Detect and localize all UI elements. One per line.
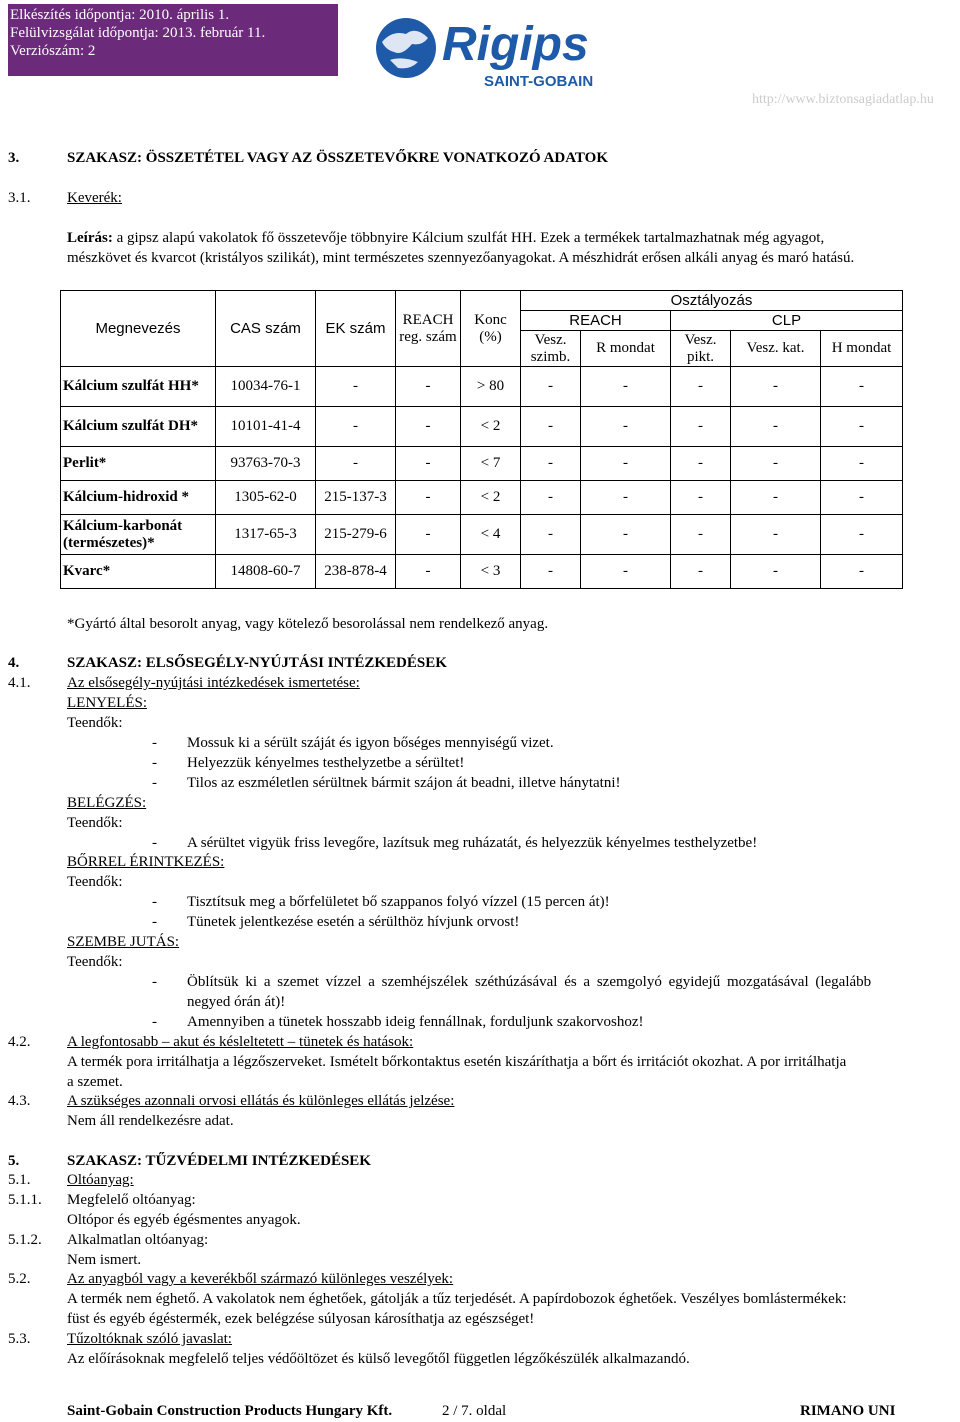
szembe-item-1a: Öblítsük ki a szemet vízzel a szemhéjszélek széthúzásával és a szemgolyó egyidejű mozgatásával (legalább (187, 974, 872, 990)
cell-name: Kálcium szulfát DH* (61, 407, 216, 447)
section51-num: 5.1. (8, 1172, 31, 1188)
cell-r: - (581, 481, 671, 515)
section5-num: 5. (8, 1153, 20, 1169)
section511-line1: Oltópor és egyéb égésmentes anyagok. (67, 1212, 301, 1228)
cell-pikt: - (671, 481, 731, 515)
header-version: Verziószám: 2 (10, 43, 96, 59)
list-item: - (152, 755, 157, 771)
section4-num: 4. (8, 655, 20, 671)
cell-kat: - (731, 481, 821, 515)
description-line2: mészkövet és kvarcot (kristályos szilikát), mint természetes szennyezőanyagokat. A mészhidrát erősen alkáli anyag és maró hatású. (67, 250, 855, 266)
th-name: Megnevezés (61, 291, 216, 367)
cell-name: Kálcium-hidroxid * (61, 481, 216, 515)
cell-reg: - (396, 555, 461, 589)
teendok-label: Teendők: (67, 874, 123, 890)
section52-num: 5.2. (8, 1271, 31, 1287)
lenyeles-item-1: Mossuk ki a sérült száját és igyon bőséges mennyiségű vizet. (187, 735, 554, 751)
teendok-label: Teendők: (67, 954, 123, 970)
th-vesz-szimb: Vesz. szimb. (521, 331, 581, 367)
cell-h: - (821, 367, 903, 407)
szembe-item-2: Amennyiben a tünetek hosszabb ideig fennállnak, forduljunk szakorvoshoz! (187, 1014, 644, 1030)
section52-line2: füst és egyéb égéstermék, ezek belégzése súlyosan károsíthatja az egészséget! (67, 1311, 535, 1327)
description-label: Leírás: (67, 230, 113, 246)
section4-title: SZAKASZ: ELSŐSEGÉLY-NYÚJTÁSI INTÉZKEDÉSEK (67, 655, 447, 671)
section53-title: Tűzoltóknak szóló javaslat: (67, 1331, 232, 1347)
teendok-label: Teendők: (67, 815, 123, 831)
section52-title: Az anyagból vagy a keverékből származó különleges veszélyek: (67, 1271, 454, 1287)
cell-cas: 14808-60-7 (216, 555, 316, 589)
cell-r: - (581, 447, 671, 481)
section31-title: Keverék: (67, 190, 122, 206)
section3-title: SZAKASZ: ÖSSZETÉTEL VAGY AZ ÖSSZETEVŐKRE VONATKOZÓ ADATOK (67, 150, 608, 166)
section41-title: Az elsősegély-nyújtási intézkedések ismertetése: (67, 675, 360, 691)
cell-kat: - (731, 555, 821, 589)
cell-szimb: - (521, 407, 581, 447)
section43-title: A szükséges azonnali orvosi ellátás és különleges ellátás jelzése: (67, 1093, 455, 1109)
cell-h: - (821, 407, 903, 447)
cell-h: - (821, 447, 903, 481)
section52-line1: A termék nem éghető. A vakolatok nem éghetőek, gátolják a tűz terjedését. A papírdobozok éghetőek. Veszélyes bomlástermékek: (67, 1291, 847, 1307)
footer-product: RIMANO UNI (800, 1403, 896, 1419)
description-text1: a gipsz alapú vakolatok fő összetevője többnyire Kálcium szulfát HH. Ezek a termékek tartalmazhatnak még agyagot, (112, 230, 825, 246)
list-item: - (152, 914, 157, 930)
th-cas: CAS szám (216, 291, 316, 367)
cell-kat: - (731, 515, 821, 555)
cell-cas: 10101-41-4 (216, 407, 316, 447)
th-konc: Konc (%) (461, 291, 521, 367)
cell-szimb: - (521, 367, 581, 407)
lenyeles-item-2: Helyezzük kényelmes testhelyzetbe a sérültet! (187, 755, 465, 771)
list-item: - (152, 974, 157, 990)
borrel-heading: BŐRREL ÉRINTKEZÉS: (67, 854, 225, 870)
cell-reg: - (396, 515, 461, 555)
cell-pikt: - (671, 407, 731, 447)
cell-konc: < 2 (461, 481, 521, 515)
cell-reg: - (396, 481, 461, 515)
cell-kat: - (731, 447, 821, 481)
section31-num: 3.1. (8, 190, 31, 206)
footer-page: 2 / 7. oldal (442, 1403, 507, 1419)
list-item: - (152, 1014, 157, 1030)
cell-konc: < 3 (461, 555, 521, 589)
lenyeles-item-3: Tilos az eszméletlen sérültnek bármit szájon át beadni, illetve hánytatni! (187, 775, 621, 791)
cell-h: - (821, 515, 903, 555)
composition-table (60, 290, 903, 589)
list-item: - (152, 835, 157, 851)
table-footnote: *Gyártó által besorolt anyag, vagy kötelező besorolással nem rendelkező anyag. (67, 616, 549, 632)
cell-szimb: - (521, 515, 581, 555)
section53-line1: Az előírásoknak megfelelő teljes védőöltözet és külső levegőtől független légzőkészülék alkalmazandó. (67, 1351, 690, 1367)
cell-pikt: - (671, 447, 731, 481)
cell-konc: < 4 (461, 515, 521, 555)
cell-kat: - (731, 407, 821, 447)
table-row (61, 481, 903, 515)
list-item: - (152, 775, 157, 791)
header-info-box (8, 4, 338, 76)
th-reach: REACH (521, 311, 671, 331)
cell-r: - (581, 515, 671, 555)
cell-reg: - (396, 367, 461, 407)
section51-title: Oltóanyag: (67, 1172, 134, 1188)
th-vesz-kat: Vesz. kat. (731, 331, 821, 367)
section5-title: SZAKASZ: TŰZVÉDELMI INTÉZKEDÉSEK (67, 1153, 371, 1169)
cell-r: - (581, 407, 671, 447)
cell-szimb: - (521, 555, 581, 589)
cell-szimb: - (521, 447, 581, 481)
teendok-label: Teendők: (67, 715, 123, 731)
section511-title: Megfelelő oltóanyag: (67, 1192, 196, 1208)
list-item: - (152, 894, 157, 910)
section42-line1: A termék pora irritálhatja a légzőszerveket. Ismételt bőrkontaktus esetén kiszáríthatja a bőrt és irritációt okozhat. A por irritálhatja (67, 1054, 847, 1070)
cell-r: - (581, 367, 671, 407)
section43-line1: Nem áll rendelkezésre adat. (67, 1113, 234, 1129)
section512-num: 5.1.2. (8, 1232, 42, 1248)
cell-ek: 215-137-3 (316, 481, 396, 515)
cell-ek: - (316, 367, 396, 407)
section53-num: 5.3. (8, 1331, 31, 1347)
cell-name: Kvarc* (61, 555, 216, 589)
cell-reg: - (396, 407, 461, 447)
th-ek: EK szám (316, 291, 396, 367)
th-r-mondat: R mondat (581, 331, 671, 367)
belegzes-item-1: A sérültet vigyük friss levegőre, lazítsuk meg ruházatát, és helyezzük kényelmes testhelyzetbe! (187, 835, 758, 851)
th-clp: CLP (671, 311, 903, 331)
th-h-mondat: H mondat (821, 331, 903, 367)
section42-line2: a szemet. (67, 1074, 123, 1090)
szembe-heading: SZEMBE JUTÁS: (67, 934, 180, 950)
cell-pikt: - (671, 515, 731, 555)
rigips-logo (372, 12, 602, 94)
cell-pikt: - (671, 367, 731, 407)
website-url[interactable]: http://www.biztonsagiadatlap.hu (752, 92, 934, 107)
cell-szimb: - (521, 481, 581, 515)
section41-num: 4.1. (8, 675, 31, 691)
cell-ek: 238-878-4 (316, 555, 396, 589)
logo-subtext: SAINT-GOBAIN (484, 73, 594, 90)
th-reach-reg: REACH reg. szám (396, 291, 461, 367)
table-row (61, 407, 903, 447)
table-row (61, 515, 903, 555)
footer-company: Saint-Gobain Construction Products Hungary Kft. (67, 1403, 393, 1419)
cell-konc: < 2 (461, 407, 521, 447)
section42-num: 4.2. (8, 1034, 31, 1050)
cell-konc: < 7 (461, 447, 521, 481)
cell-konc: > 80 (461, 367, 521, 407)
description-line1 (67, 230, 824, 247)
belegzes-heading: BELÉGZÉS: (67, 795, 147, 811)
section3-num: 3. (8, 150, 20, 166)
cell-cas: 93763-70-3 (216, 447, 316, 481)
logo-text: Rigips (442, 18, 589, 71)
header-created: Elkészítés időpontja: 2010. április 1. (10, 7, 230, 23)
section511-num: 5.1.1. (8, 1192, 42, 1208)
cell-pikt: - (671, 555, 731, 589)
th-vesz-pikt: Vesz. pikt. (671, 331, 731, 367)
cell-reg: - (396, 447, 461, 481)
szembe-item-1b: negyed órán át)! (187, 994, 286, 1010)
list-item: - (152, 735, 157, 751)
lenyeles-heading: LENYELÉS: (67, 695, 147, 711)
header-revised: Felülvizsgálat időpontja: 2013. február 11. (10, 25, 266, 41)
cell-ek: - (316, 447, 396, 481)
cell-name: Kálcium-karbonát (természetes)* (61, 515, 216, 555)
cell-cas: 10034-76-1 (216, 367, 316, 407)
cell-r: - (581, 555, 671, 589)
section43-num: 4.3. (8, 1093, 31, 1109)
cell-h: - (821, 481, 903, 515)
section512-line1: Nem ismert. (67, 1252, 142, 1268)
cell-kat: - (731, 367, 821, 407)
borrel-item-2: Tünetek jelentkezése esetén a sérülthöz hívjunk orvost! (187, 914, 520, 930)
cell-cas: 1305-62-0 (216, 481, 316, 515)
section512-title: Alkalmatlan oltóanyag: (67, 1232, 209, 1248)
table-row (61, 555, 903, 589)
cell-ek: 215-279-6 (316, 515, 396, 555)
table-row (61, 447, 903, 481)
th-osztalyozas: Osztályozás (521, 291, 903, 311)
table-row (61, 367, 903, 407)
cell-ek: - (316, 407, 396, 447)
section42-title: A legfontosabb – akut és késleltetett – tünetek és hatások: (67, 1034, 414, 1050)
cell-name: Kálcium szulfát HH* (61, 367, 216, 407)
borrel-item-1: Tisztítsuk meg a bőrfelületet bő szappanos folyó vízzel (15 percen át)! (187, 894, 610, 910)
cell-h: - (821, 555, 903, 589)
cell-name: Perlit* (61, 447, 216, 481)
cell-cas: 1317-65-3 (216, 515, 316, 555)
